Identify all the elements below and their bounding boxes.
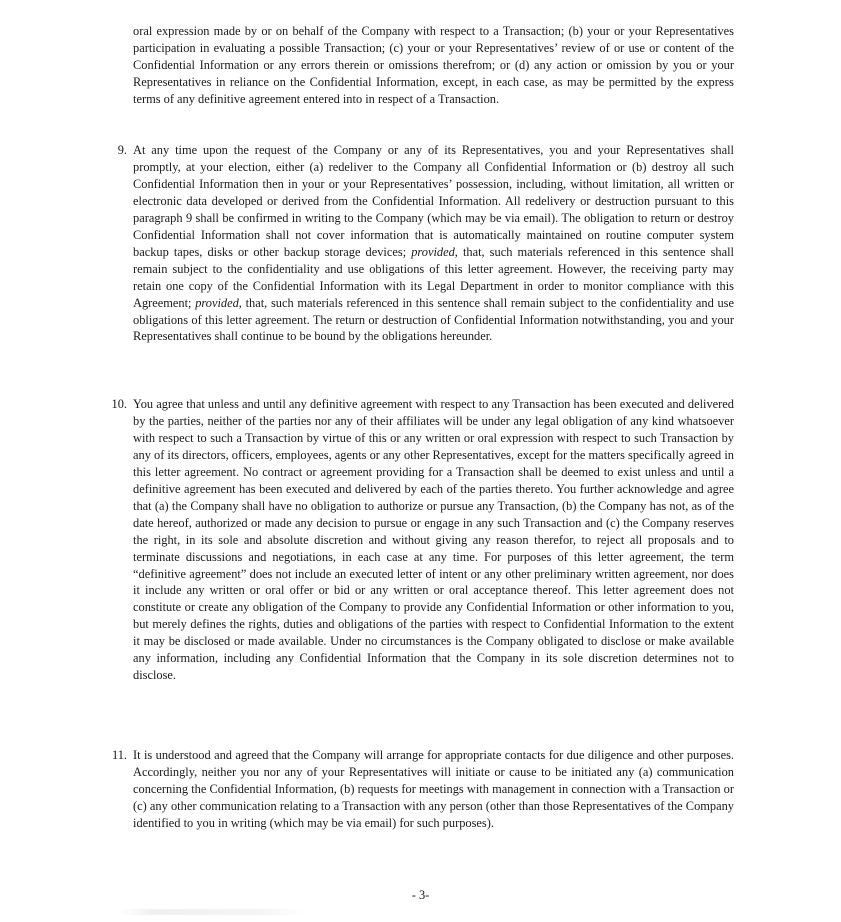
page-footer [0,888,841,903]
paragraph-text: , that, such materials referenced in this sentence shall remain subject to the confidentiality and use obligations of this letter agreement. However, the receiving party may retain one copy of the Confidential Information with its Legal Department in order to monitor compliance with this Agreement; [133,244,734,310]
scan-smudge [118,909,303,915]
paragraph-11 [133,747,734,832]
paragraph-10 [133,396,734,684]
paragraph-text: , that, such materials referenced in this sentence shall remain subject to the confidentiality and use obligations of this letter agreement. The return or destruction of Confidential Information notwithstanding, you and your Representatives shall continue to be bound by the obligations hereunder. [133,295,734,344]
paragraph-text: At any time upon the request of the Company or any of its Representatives, you and your Representatives shall promptly, at your election, either (a) redeliver to the Company all Confidential Information or (b) destroy all such Confidential Information then in your or your Representatives’ possession, including, without limitation, all written or electronic data developed or derived from the Confidential Information. All redelivery or destruction pursuant to this paragraph 9 shall be confirmed in writing to the Company (which may be via email). The obligation to return or destroy Confidential Information shall not cover information that is automatically maintained on routine computer system backup tapes, disks or other backup storage devices; [133,143,734,259]
paragraph-text: oral expression made by or on behalf of the Company with respect to a Transaction; (b) your or your Representatives participation in evaluating a possible Transaction; (c) your or your Representatives’ review of or use or content of the Confidential Information or any errors therein or omissions therefrom; or (d) any action or omission by you or your Representatives in reliance on the Confidential Information, except, in each case, as may be permitted by the express terms of any definitive agreement entered into in respect of a Transaction. [133,24,734,106]
page-number: - 3- [411,888,430,902]
paragraph-text: You agree that unless and until any definitive agreement with respect to any Transaction has been executed and delivered by the parties, neither of the parties nor any of their affiliates will be under any legal obligation of any kind whatsoever with respect to such a Transaction by virtue of this or any written or oral expression with respect to such Transaction by any of its directors, officers, employees, agents or any other Representatives, except for the matters specifically agreed in this letter agreement. No contract or agreement providing for a Transaction shall be deemed to exist unless and until a definitive agreement has been executed and delivered by each of the parties thereto. You further acknowledge and agree that (a) the Company shall have no obligation to authorize or pursue any Transaction, (b) the Company has not, as of the date hereof, authorized or made any decision to pursue or engage in any such Transaction and (c) the Company reserves the right, in its sole and absolute discretion and without giving any reason therefor, to reject all proposals and to terminate discussions and negotiations, in each case at any time. For purposes of this letter agreement, the term “definitive agreement” does not include an executed letter of intent or any other preliminary written agreement, nor does it include any written or oral offer or bid or any written or oral acceptance thereof. This letter agreement does not constitute or create any obligation of the Company to provide any Confidential Information or other information to you, but merely defines the rights, duties and obligations of the parties with respect to Confidential Information to the extent it may be disclosed or made available. Under no circumstances is the Company obligated to disclose or make available any information, including any Confidential Information that the Company in its sole discretion determines not to disclose. [133,397,734,683]
paragraph-text: It is understood and agreed that the Company will arrange for appropriate contacts for due diligence and other purposes. Accordingly, neither you nor any of your Representatives will initiate or cause to be initiated any (a) communication concerning the Confidential Information, (b) requests for meetings with management in connection with a Transaction or (c) any other communication relating to a Transaction with any person (other than those Representatives of the Company identified to you in writing (which may be via email) for such purposes). [133,748,734,830]
italic-term: provided [195,295,239,310]
paragraph-number: 9. [117,143,127,157]
paragraph-continuation [133,23,734,108]
paragraph-number: 10. [111,397,127,411]
italic-term: provided [411,244,455,259]
paragraph-number: 11. [111,748,127,762]
paragraph-9 [133,142,734,345]
